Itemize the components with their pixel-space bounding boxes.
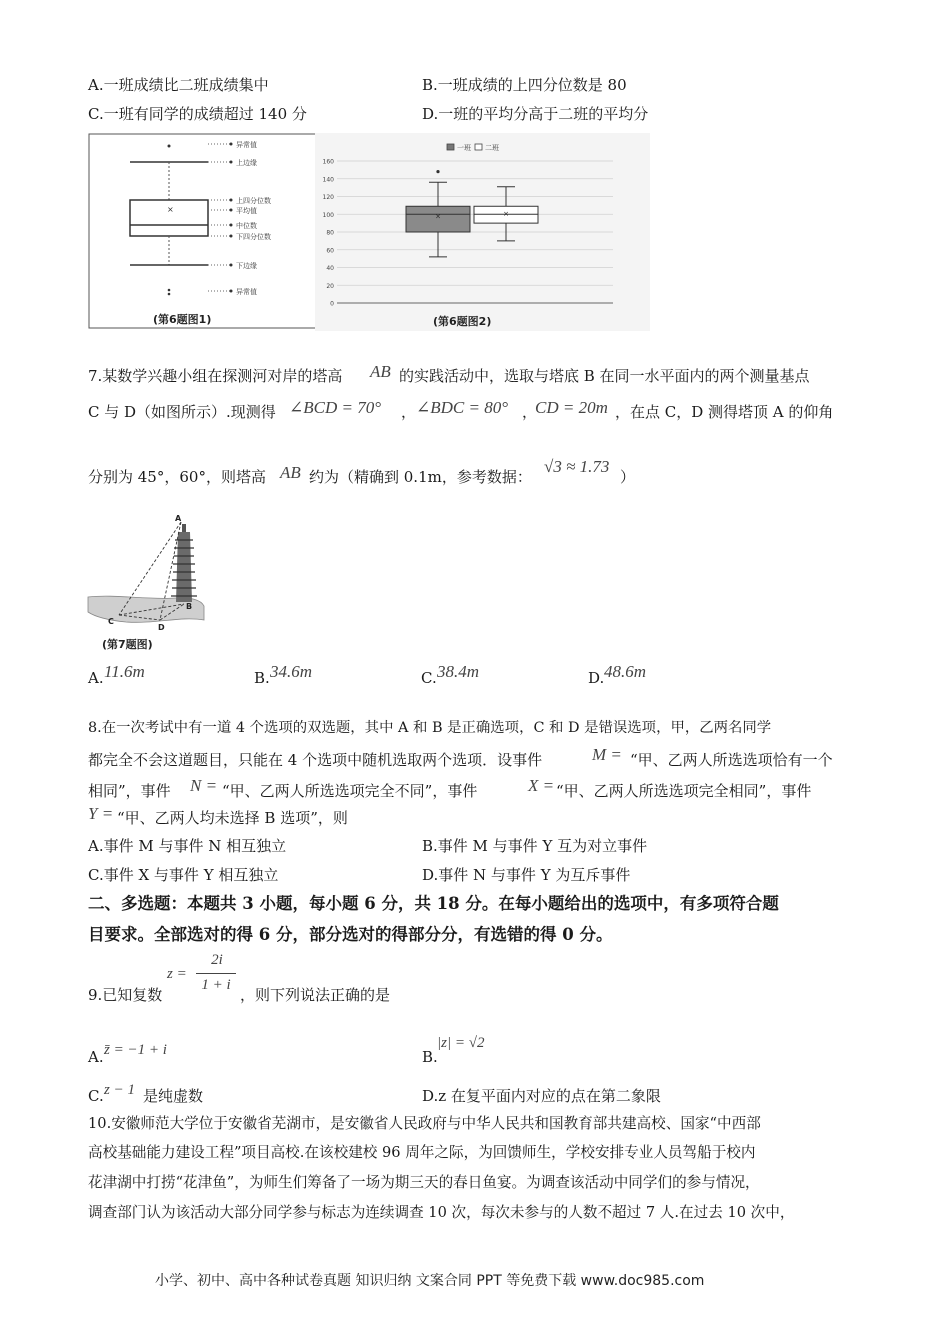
q7-ab-symbol: AB <box>370 362 391 381</box>
q7-option-a-prefix: A. <box>88 669 104 687</box>
q8-line2-part2: “甲、乙两人所选选项恰有一个 <box>630 751 833 769</box>
q8-line1: 8.在一次考试中有一道 4 个选项的双选题，其中 A 和 B 是正确选项，C 和 D 是错误选项，甲，乙两名同学 <box>88 720 772 736</box>
label-mean: 平均值 <box>236 207 257 215</box>
y-tick-label-20: 20 <box>326 282 334 290</box>
tower-figure <box>86 512 216 657</box>
q7-option-a: 11.6m <box>104 662 145 681</box>
q8-line3-part2: “甲、乙两人所选选项完全不同”，事件 <box>222 782 478 800</box>
legend-label-class2: 二班 <box>485 144 499 152</box>
fig7-caption: (第7题图) <box>102 638 153 651</box>
q8-event-n: N = <box>190 776 218 795</box>
section2-heading-line1: 二、多选题：本题共 3 小题，每小题 6 分，共 18 分。在每小题给出的选项中，有多项符合题 <box>88 894 779 913</box>
y-tick-label-40: 40 <box>326 265 334 272</box>
point-b-label: B <box>186 602 193 611</box>
boxplot-chart-figure <box>315 133 650 331</box>
q9-option-a: z̄ = −1 + i <box>104 1042 167 1058</box>
q7-line1-part2: 的实践活动中，选取与塔底 B 在同一水平面内的两个测量基点 <box>399 367 810 385</box>
q8-event-x: X = <box>528 776 555 795</box>
label-lower-whisker: 下边缘 <box>236 262 257 270</box>
q8-option-b: B.事件 M 与事件 Y 互为对立事件 <box>422 837 648 855</box>
q7-line2-part1: C 与 D（如图所示）.现测得 <box>88 403 276 421</box>
boxplot-schematic-figure <box>88 130 328 330</box>
q7-option-b: 34.6m <box>270 662 313 681</box>
q7-option-b-prefix: B. <box>254 669 270 687</box>
q10-line3: 花津湖中打捞“花津鱼”，为师生们筹备了一场为期三天的春日鱼宴。为调查该活动中同学们的参与情况， <box>88 1174 760 1191</box>
q7-option-c-prefix: C. <box>421 669 437 687</box>
label-upper-quartile: 上四分位数 <box>236 197 271 205</box>
label-upper-whisker: 上边缘 <box>236 159 257 167</box>
q9-option-d: D.z 在复平面内对应的点在第二象限 <box>422 1087 661 1105</box>
q9-option-c-math: z − 1 <box>104 1082 135 1098</box>
legend-label-class1: 一班 <box>457 144 471 152</box>
q7-option-d: 48.6m <box>604 662 647 681</box>
q9-fraction-numerator: 2i <box>211 952 223 968</box>
q6-option-b: B.一班成绩的上四分位数是 80 <box>422 76 627 94</box>
label-outlier-top: 异常值 <box>236 141 257 149</box>
page-footer: 小学、初中、高中各种试卷真题 知识归纳 文案合同 PPT 等免费下载 www.doc985.com <box>155 1273 705 1289</box>
y-tick-label-160: 160 <box>322 158 334 166</box>
q9-z-equals: z = <box>167 966 187 982</box>
q9-stem-part1: 9.已知复数 <box>88 986 163 1004</box>
q8-option-a: A.事件 M 与事件 N 相互独立 <box>88 837 287 855</box>
q8-line3-part3: “甲、乙两人所选选项完全相同”，事件 <box>556 782 812 800</box>
q7-comma-1: ， <box>401 403 417 421</box>
q6-option-a: A.一班成绩比二班成绩集中 <box>88 76 269 94</box>
y-tick-label-120: 120 <box>322 194 334 201</box>
q7-angle-bcd: ∠BCD = 70° <box>289 398 382 417</box>
y-tick-label-100: 100 <box>322 211 334 219</box>
q6-option-c: C.一班有同学的成绩超过 140 分 <box>88 105 307 123</box>
legend-swatch-class2 <box>475 144 482 150</box>
q8-option-c: C.事件 X 与事件 Y 相互独立 <box>88 866 279 884</box>
q9-option-b-prefix: B. <box>422 1048 438 1066</box>
q9-option-c-text: 是纯虚数 <box>143 1087 204 1105</box>
q7-line3-part2: 约为（精确到 0.1m，参考数据： <box>309 468 532 486</box>
q7-option-d-prefix: D. <box>588 669 605 687</box>
q7-line3-part1: 分别为 45°，60°，则塔高 <box>88 468 266 486</box>
q8-event-y: Y = <box>88 804 114 823</box>
q8-event-m: M = <box>592 745 622 764</box>
q9-option-c-prefix: C. <box>88 1087 104 1105</box>
q7-comma-2: ， <box>522 403 538 421</box>
label-lower-quartile: 下四分位数 <box>236 233 271 241</box>
q7-option-c: 38.4m <box>437 662 480 681</box>
legend-swatch-class1 <box>447 144 454 150</box>
q7-angle-bdc: ∠BDC = 80° <box>416 398 509 417</box>
q9-option-b: |z| = √2 <box>437 1035 485 1051</box>
q7-line1-part1: 7.某数学兴趣小组在探测河对岸的塔高 <box>88 367 343 385</box>
outlier-top-mark <box>168 145 171 148</box>
q6-option-d: D.一班的平均分高于二班的平均分 <box>422 105 649 123</box>
q8-option-d: D.事件 N 与事件 Y 为互斥事件 <box>422 866 631 884</box>
q9-stem-part2: ，则下列说法正确的是 <box>240 986 391 1004</box>
q7-cd-length: CD = 20m <box>535 398 608 417</box>
label-outlier-bottom: 异常值 <box>236 288 257 296</box>
mean-mark: × <box>167 205 174 214</box>
q9-fraction-bar <box>196 973 236 974</box>
q9-fraction-denominator: 1 + i <box>201 977 231 993</box>
q7-close-paren: ） <box>620 468 636 486</box>
q10-line1: 10.安徽师范大学位于安徽省芜湖市，是安徽省人民政府与中华人民共和国教育部共建高校、国家“中西部 <box>88 1115 761 1132</box>
label-median: 中位数 <box>236 222 257 230</box>
q9-option-a-prefix: A. <box>88 1048 104 1066</box>
q7-ab-symbol-2: AB <box>280 463 301 482</box>
y-tick-label-140: 140 <box>322 176 334 184</box>
fig2-caption: (第6题图2) <box>433 315 492 328</box>
q8-line4: “甲、乙两人均未选择 B 选项”，则 <box>117 809 348 827</box>
q10-line2: 高校基础能力建设工程”项目高校.在该校建校 96 周年之际，为回馈师生，学校安排专业人员驾船于校内 <box>88 1144 756 1161</box>
q8-line3-part1: 相同”，事件 <box>88 782 171 800</box>
y-tick-label-80: 80 <box>326 229 334 237</box>
point-d-label: D <box>158 623 165 632</box>
series-1-mean-marker: × <box>435 212 441 221</box>
series-1-outlier-0 <box>436 170 439 173</box>
series-2-mean-marker: × <box>503 209 509 218</box>
section2-heading-line2: 目要求。全部选对的得 6 分，部分选对的得部分分，有选错的得 0 分。 <box>88 925 613 944</box>
y-tick-label-60: 60 <box>326 247 334 255</box>
y-tick-label-0: 0 <box>330 300 334 308</box>
q10-line4: 调查部门认为该活动大部分同学参与标志为连续调查 10 次，每次未参与的人数不超过 7 人.在过去 10 次中， <box>88 1204 795 1221</box>
q7-sqrt-reference: √3 ≈ 1.73 <box>544 457 610 476</box>
outlier-bottom-mark-2 <box>168 293 171 296</box>
point-c-label: C <box>108 617 114 626</box>
point-a-label: A <box>175 514 182 523</box>
q8-line2-part1: 都完全不会这道题目，只能在 4 个选项中随机选取两个选项．设事件 <box>88 751 543 769</box>
fig1-caption: (第6题图1) <box>153 313 212 326</box>
q7-line2-part2: ，在点 C，D 测得塔顶 A 的仰角 <box>615 403 834 421</box>
outlier-bottom-mark-1 <box>168 289 171 292</box>
